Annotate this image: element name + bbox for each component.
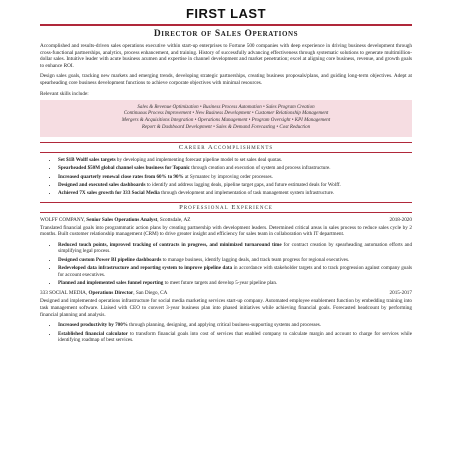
- job-description: Translated financial goals into programmatic action plans by creating partnership with development leaders. Determined critical areas in sales process to reduce sales cycle by 2 months. Built customer relationship management (CRM) to drive greater insight and efficiency for sales team in collaboration with IT department.: [40, 224, 412, 238]
- job-dates: 2018-2020: [389, 216, 412, 223]
- header-divider: [40, 24, 412, 26]
- list-item: • Increased productivity by 700% through planning, designing, and applying critical business-supporting systems and processes.: [58, 322, 412, 328]
- list-item: • Set $1B Wolff sales targets by developing and implementing forecast pipeline model to set sales deal quotas.: [58, 157, 412, 163]
- list-item: • Designed and executed sales dashboards to identify and address lagging deals, pipeline target gaps, and future estimated deals for Wolff.: [58, 182, 412, 188]
- section-heading-experience: Professional Experience: [40, 202, 412, 213]
- summary-paragraph: Accomplished and results-driven sales operations executive within start-up enterprises to Fortune 500 companies with deep experience in driving business development through cross-functional partnerships, analytics, process enhancement, and training. History of successfully advancing effectiveness through systematic solutions to generate multimillion-dollar sales. Intuitive leader with acute business acumen and expertise in channel development and market penetration; excel at aligning core business, revenue, and growth goals to enhance ROI.: [40, 43, 412, 69]
- section-heading-accomplishments: Career Accomplishments: [40, 142, 412, 153]
- list-item: • Designed custom Power BI pipeline dashboards to manage business, identify lagging deals, and track team progress for regional executives.: [58, 257, 412, 263]
- list-item: • Redeveloped data infrastructure and reporting system to improve pipeline data in accordance with stakeholder targets and to track progression against company goals for account executives.: [58, 265, 412, 278]
- skills-line: Sales & Revenue Optimization • Business Process Automation • Sales Program Creation: [137, 104, 315, 110]
- job-header: [40, 290, 412, 296]
- job-location: , San Diego, CA: [133, 290, 168, 297]
- list-item: • Reduced touch points, improved tracking of contracts in progress, and minimized turnaround time for contract creation by spearheading automation efforts and simplifying legal process.: [58, 242, 412, 255]
- skills-box: [40, 100, 412, 137]
- company-name: WOLFF COMPANY,: [40, 216, 87, 223]
- job-title: Director of Sales Operations: [153, 29, 299, 39]
- skills-line: Report & Dashboard Development • Sales & Demand Forecasting • Cost Reduction: [141, 124, 311, 130]
- list-item: • Achieved 7X sales growth for 333 Social Media through development and implementation of task management system infrastructure.: [58, 190, 412, 196]
- list-item: • Increased quarterly renewal close rates from 60% to 90% at Symantec by improving order processes.: [58, 174, 412, 180]
- list-item: • Spearheaded $50M global channel sales business for Topanic through creation and execution of system and process infrastructure.: [58, 165, 412, 171]
- skills-label: Relevant skills include:: [40, 90, 89, 97]
- job-role: Senior Sales Operations Analyst: [86, 216, 158, 223]
- resume-page: [40, 0, 412, 343]
- summary-paragraph: Design sales goals, tracking new markets and emerging trends, developing strategic partnerships, creating business proposals/plans, and guiding long-term objectives. Adept at spearheading core business development functions to achieve corporate objectives with minimal resources.: [40, 73, 412, 86]
- company-name: 333 SOCIAL MEDIA,: [40, 290, 89, 297]
- job-bullets: [40, 242, 412, 286]
- job-header: [40, 217, 412, 223]
- skills-line: Continuous Process Improvement • New Business Development • Customer Relationship Management: [123, 111, 329, 117]
- job-role: Operations Director: [88, 290, 134, 297]
- list-item: • Established financial calculator to transform financial goals into cost of services that enabled company to calculate margin and account to charge for services while identifying roadmap of best services.: [58, 331, 412, 344]
- job-description: Designed and implemented operations infrastructure for social media marketing services start-up company. Automated employee enablement function by embedding training into task management software. Liaised with CEO to convert 3-year business plan into phased initiatives while achieving financial goals. Forecasted headcount by performing financial planning and analysis.: [40, 298, 412, 318]
- candidate-name: FIRST LAST: [185, 6, 267, 21]
- accomplishments-list: [40, 157, 412, 197]
- job-dates: 2015-2017: [389, 290, 412, 297]
- job-bullets: [40, 322, 412, 343]
- list-item: • Planned and implemented sales funnel reporting to meet future targets and develop 5-year pipeline plan.: [58, 280, 412, 286]
- skills-line: Mergers & Acquisitions Integration • Operations Management • Program Oversight • KPI Management: [121, 118, 331, 124]
- job-location: , Scottsdale, AZ: [157, 216, 191, 223]
